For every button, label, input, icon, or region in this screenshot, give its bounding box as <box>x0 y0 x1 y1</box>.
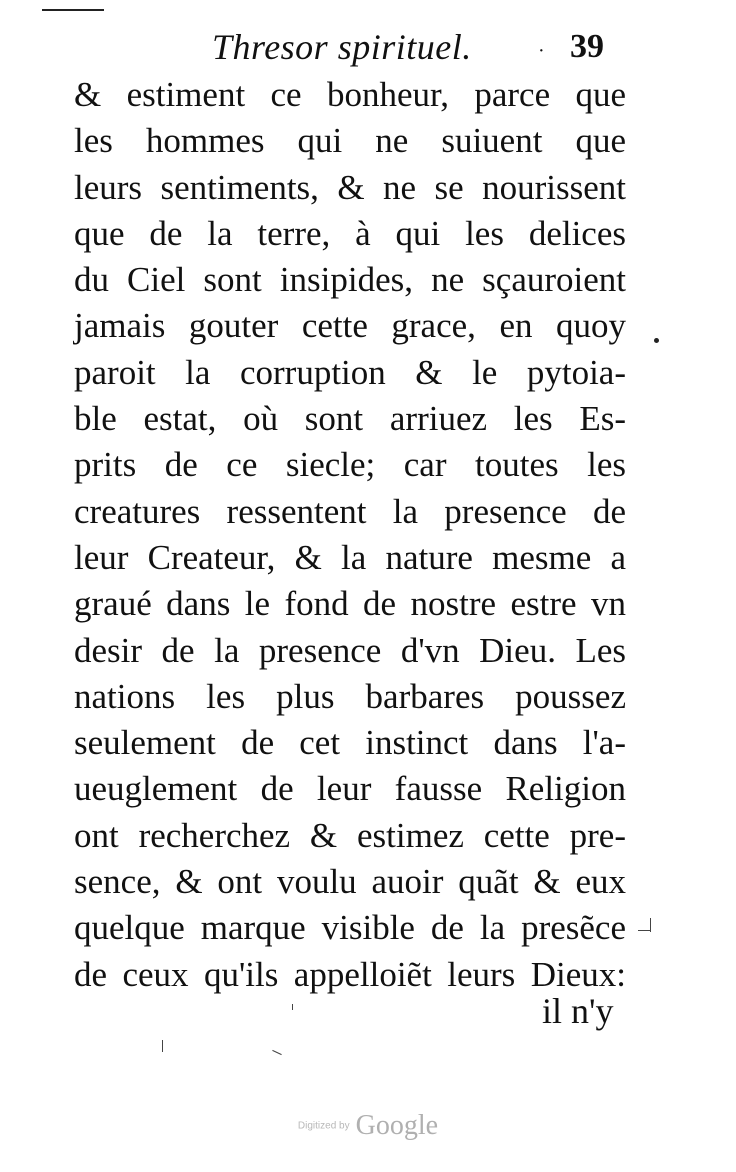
digitization-watermark <box>0 1110 736 1142</box>
stray-ink-mark <box>272 1050 281 1055</box>
watermark-prefix: Digitized by <box>297 1120 350 1132</box>
stray-ink-mark <box>162 1040 163 1052</box>
text-line: les hommes qui ne suiuent que <box>74 121 626 161</box>
top-edge-rule <box>42 9 104 11</box>
body-text <box>74 72 626 998</box>
text-line: paroit la corruption & le pytoia- <box>74 352 626 392</box>
text-line: quelque marque visible de la presẽce <box>74 908 626 948</box>
text-line: nations les plus barbares poussez <box>74 676 626 716</box>
text-line: ont recherchez & estimez cette pre- <box>74 815 626 855</box>
page-header <box>0 22 736 72</box>
margin-ink-mark <box>654 338 659 343</box>
text-line: seulement de cet instinct dans l'a- <box>74 723 626 763</box>
stray-ink-mark <box>638 930 650 931</box>
stray-ink-mark <box>292 1004 293 1010</box>
text-line: prits de ce siecle; car toutes les <box>74 445 626 485</box>
stray-ink-mark <box>650 918 651 932</box>
text-line: jamais gouter cette grace, en quoy <box>74 306 626 346</box>
text-line: leur Createur, & la nature mesme a <box>74 537 626 577</box>
text-line: ble estat, où sont arriuez les Es- <box>74 399 626 439</box>
text-line: sence, & ont voulu auoir quãt & eux <box>74 862 626 902</box>
catchword: il n'y <box>542 991 614 1031</box>
running-title: Thresor spirituel. <box>212 27 472 67</box>
text-line: que de la terre, à qui les delices <box>74 213 626 253</box>
text-line: ueuglement de leur fausse Religion <box>74 769 626 809</box>
text-line: creatures ressentent la presence de <box>74 491 626 531</box>
header-ornament-dot: · <box>538 40 545 62</box>
text-line: desir de la presence d'vn Dieu. Les <box>74 630 626 670</box>
page-number: 39 <box>570 28 604 65</box>
text-line: graué dans le fond de nostre estre vn <box>74 584 626 624</box>
text-line: leurs sentiments, & ne se nourissent <box>74 167 626 207</box>
text-line: du Ciel sont insipides, ne sçauroient <box>74 260 626 300</box>
text-line: & estiment ce bonheur, parce que <box>74 75 626 114</box>
text-line: de ceux qu'ils appelloiẽt leurs Dieux: <box>74 954 626 994</box>
watermark-brand: Google <box>355 1110 439 1141</box>
